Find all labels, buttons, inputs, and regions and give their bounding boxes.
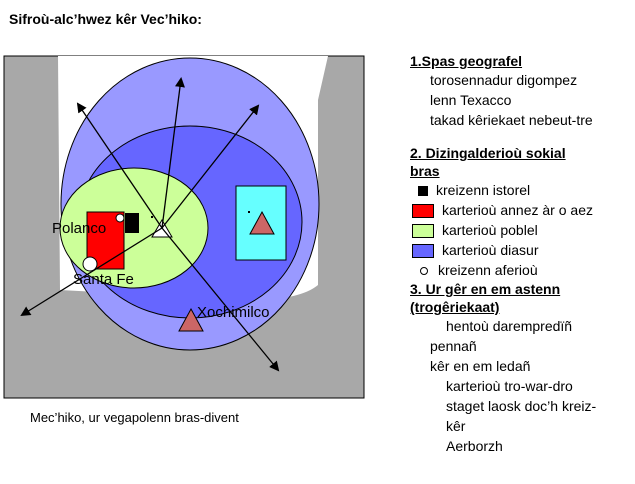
legend-section3-heading-cont: (trogêriekaat): [410, 299, 500, 315]
legend-item-historic-center: kreizenn istorel: [410, 180, 632, 200]
white-circle-swatch: [420, 267, 428, 275]
legend-item: staget laosk doc’h kreiz- kêr: [446, 398, 597, 434]
label-polanco: Polanco: [52, 220, 107, 237]
legend-section2-heading: 2. Dizingalderioù sokial: [410, 145, 566, 161]
legend-item: torosennadur digompez: [430, 72, 578, 88]
legend-item-precarious: karterioù diasur: [410, 240, 632, 260]
business-center-polanco: [116, 214, 124, 222]
legend-section1-heading: 1.Spas geografel: [410, 53, 523, 69]
small-dot: [248, 211, 250, 213]
label-santa-fe: Santa Fe: [73, 271, 134, 288]
legend-section3-heading: 3. Ur gêr en em astenn: [410, 281, 561, 297]
legend: [410, 52, 632, 456]
legend-section2-heading-cont: bras: [410, 163, 440, 179]
green-rect-swatch: [412, 224, 434, 238]
legend-item: kêr en em ledañ: [430, 358, 531, 374]
label-xochimilco: Xochimilco: [197, 304, 270, 321]
legend-item: takad kêriekaet nebeut-tre: [430, 112, 593, 128]
blue-rect-swatch: [412, 244, 434, 258]
figure-caption: Mec’hiko, ur vegapolenn bras-divent: [30, 410, 239, 425]
red-rect-swatch: [412, 204, 434, 218]
legend-item: Aerborzh: [446, 438, 503, 454]
business-center-santa-fe: [83, 257, 97, 271]
black-square-swatch: [418, 186, 428, 196]
legend-item-popular: karterioù poblel: [410, 220, 632, 240]
legend-item: lenn Texacco: [430, 92, 512, 108]
historic-center: [125, 213, 139, 233]
page-title: Sifroù-alc’hwez kêr Vec’hiko:: [9, 11, 202, 27]
legend-item-business: kreizenn aferioù: [410, 260, 632, 280]
legend-item-wealthy: karterioù annez àr o aez: [410, 200, 632, 220]
legend-item: karterioù tro-war-dro: [446, 378, 573, 394]
legend-item: hentoù darempredïñ pennañ: [430, 318, 573, 354]
small-dot: [151, 216, 153, 218]
